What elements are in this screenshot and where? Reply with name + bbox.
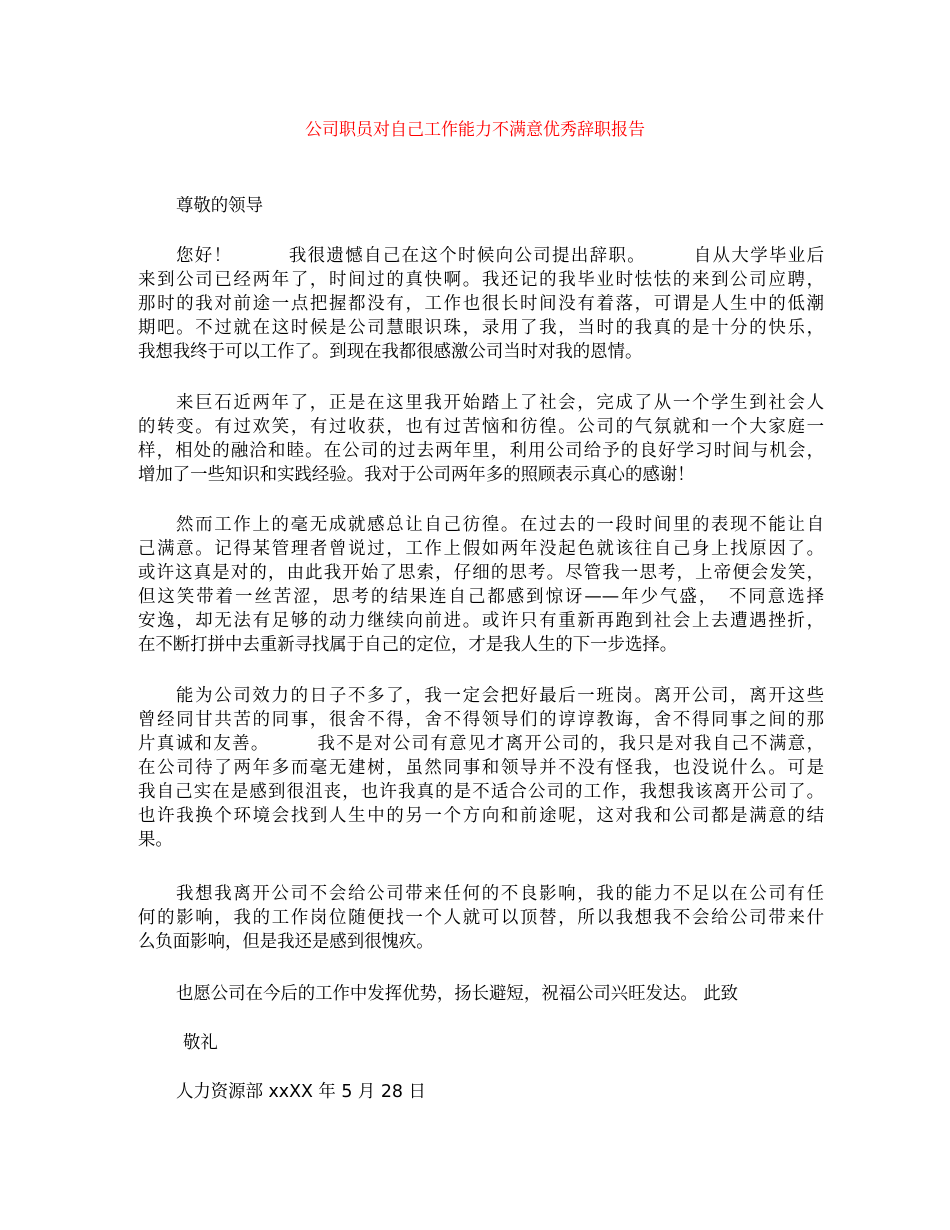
paragraph-line: 我想我离开公司不会给公司带来任何的不良影响，我的能力不足以在公司有任 xyxy=(176,884,824,904)
paragraph-line: 样，相处的融洽和睦。在公司的过去两年里，利用公司给予的良好学习时间与机会， xyxy=(138,441,824,461)
paragraph-line: 何的影响，我的工作岗位随便找一个人就可以顶替，所以我想我不会给公司带来什 xyxy=(138,908,824,928)
paragraph-line: 己满意。记得某管理者曾说过，工作上假如两年没起色就该往自己身上找原因了。 xyxy=(138,539,824,559)
paragraph-line: 您好！ 我很遗憾自己在这个时候向公司提出辞职。 自从大学毕业后 xyxy=(176,246,824,266)
paragraph-line: 在不断打拼中去重新寻找属于自己的定位，才是我人生的下一步选择。 xyxy=(138,635,678,655)
paragraph-line: 然而工作上的毫无成就感总让自己彷徨。在过去的一段时间里的表现不能让自 xyxy=(176,515,824,535)
paragraph-line: 安逸，却无法有足够的动力继续向前进。或许只有重新再跑到社会上去遭遇挫折， xyxy=(138,611,824,631)
paragraph-line: 的转变。有过欢笑，有过收获，也有过苦恼和彷徨。公司的气氛就和一个大家庭一 xyxy=(138,417,824,437)
signature-date: 人力资源部 xxXX 年 5 月 28 日 xyxy=(176,1082,426,1102)
paragraph-line: 片真诚和友善。 我不是对公司有意见才离开公司的，我只是对我自己不满意， xyxy=(138,734,824,754)
paragraph-line: 也许我换个环境会找到人生中的另一个方向和前途呢，这对我和公司都是满意的结 xyxy=(138,806,824,826)
paragraph-line: 或许这真是对的，由此我开始了思索，仔细的思考。尽管我一思考，上帝便会发笑， xyxy=(138,563,824,583)
salutation: 尊敬的领导 xyxy=(176,196,263,216)
paragraph-5 xyxy=(138,882,824,954)
paragraph-line: 来到公司已经两年了，时间过的真快啊。我还记的我毕业时怯怯的来到公司应聘， xyxy=(138,270,824,290)
paragraph-line: 来巨石近两年了，正是在这里我开始踏上了社会，完成了从一个学生到社会人 xyxy=(176,393,824,413)
document-title: 公司职员对自己工作能力不满意优秀辞职报告 xyxy=(305,120,645,140)
paragraph-1 xyxy=(138,244,824,364)
closing-wish: 也愿公司在今后的工作中发挥优势，扬长避短，祝福公司兴旺发达。 此致 xyxy=(176,984,739,1004)
paragraph-line: 那时的我对前途一点把握都没有，工作也很长时间没有着落，可谓是人生中的低潮 xyxy=(138,294,824,314)
paragraph-line: 期吧。不过就在这时候是公司慧眼识珠，录用了我，当时的我真的是十分的快乐， xyxy=(138,318,824,338)
paragraph-line: 我自己实在是感到很沮丧，也许我真的是不适合公司的工作，我想我该离开公司了。 xyxy=(138,782,824,802)
paragraph-line: 在公司待了两年多而毫无建树，虽然同事和领导并不没有怪我，也没说什么。可是 xyxy=(138,758,824,778)
paragraph-4 xyxy=(138,684,824,852)
paragraph-3 xyxy=(138,513,824,657)
regards: 敬礼 xyxy=(183,1033,218,1053)
paragraph-line: 能为公司效力的日子不多了，我一定会把好最后一班岗。离开公司，离开这些 xyxy=(176,686,824,706)
paragraph-line: 么负面影响，但是我还是感到很愧疚。 xyxy=(138,932,434,952)
paragraph-line: 增加了一些知识和实践经验。我对于公司两年多的照顾表示真心的感谢！ xyxy=(138,465,695,485)
paragraph-line: 果。 xyxy=(138,830,173,850)
paragraph-2 xyxy=(138,391,824,487)
paragraph-line: 曾经同甘共苦的同事，很舍不得，舍不得领导们的谆谆教诲，舍不得同事之间的那 xyxy=(138,710,824,730)
paragraph-line: 我想我终于可以工作了。到现在我都很感激公司当时对我的恩情。 xyxy=(138,342,643,362)
paragraph-line: 但这笑带着一丝苦涩，思考的结果连自己都感到惊讶——年少气盛， 不同意选择 xyxy=(138,587,824,607)
